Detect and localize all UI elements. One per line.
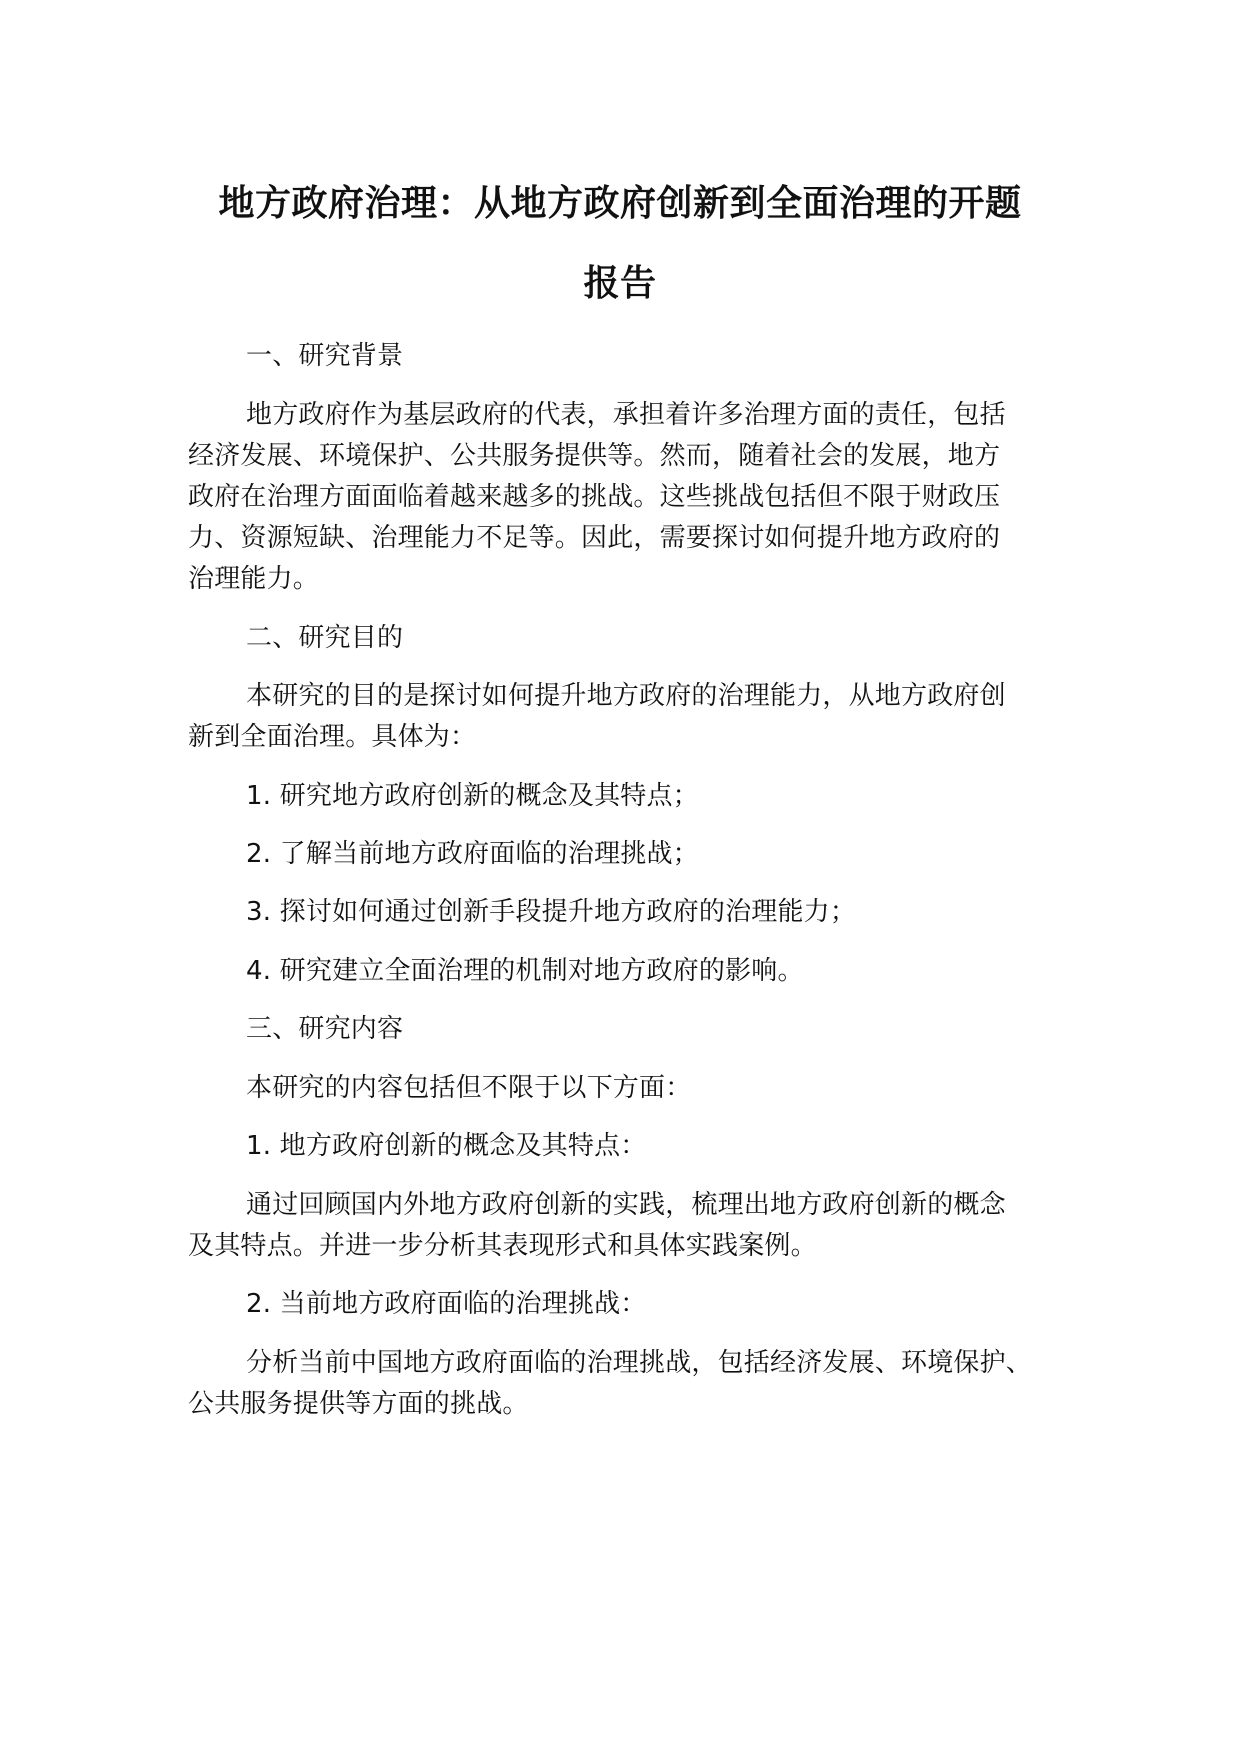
list-item: 1. 研究地方政府创新的概念及其特点；	[246, 781, 699, 811]
section-heading-content: 三、研究内容	[246, 1014, 404, 1044]
document-title-line-2: 报告	[583, 263, 657, 304]
section-heading-purpose: 二、研究目的	[246, 623, 404, 653]
document-title-line-1: 地方政府治理：从地方政府创新到全面治理的开题	[218, 183, 1022, 224]
subheading: 2. 当前地方政府面临的治理挑战：	[246, 1289, 647, 1319]
paragraph-line: 通过回顾国内外地方政府创新的实践，梳理出地方政府创新的概念	[246, 1190, 1006, 1220]
subheading: 1. 地方政府创新的概念及其特点：	[246, 1131, 647, 1161]
list-item: 2. 了解当前地方政府面临的治理挑战；	[246, 839, 699, 869]
paragraph-line: 本研究的目的是探讨如何提升地方政府的治理能力，从地方政府创	[246, 681, 1006, 711]
paragraph-line: 治理能力。	[188, 564, 320, 594]
paragraph-line: 政府在治理方面面临着越来越多的挑战。这些挑战包括但不限于财政压	[188, 482, 1001, 512]
paragraph-line: 公共服务提供等方面的挑战。	[188, 1389, 529, 1419]
paragraph-line: 本研究的内容包括但不限于以下方面：	[246, 1073, 692, 1103]
list-item: 4. 研究建立全面治理的机制对地方政府的影响。	[246, 956, 804, 986]
paragraph-line: 新到全面治理。具体为：	[188, 722, 477, 752]
paragraph-line: 力、资源短缺、治理能力不足等。因此，需要探讨如何提升地方政府的	[188, 523, 1001, 553]
paragraph-line: 及其特点。并进一步分析其表现形式和具体实践案例。	[188, 1231, 817, 1261]
paragraph-line: 地方政府作为基层政府的代表，承担着许多治理方面的责任，包括	[246, 400, 1006, 430]
list-item: 3. 探讨如何通过创新手段提升地方政府的治理能力；	[246, 897, 857, 927]
paragraph-line: 经济发展、环境保护、公共服务提供等。然而，随着社会的发展，地方	[188, 441, 1001, 471]
section-heading-background: 一、研究背景	[246, 341, 404, 371]
paragraph-line: 分析当前中国地方政府面临的治理挑战，包括经济发展、环境保护、	[246, 1348, 1033, 1378]
